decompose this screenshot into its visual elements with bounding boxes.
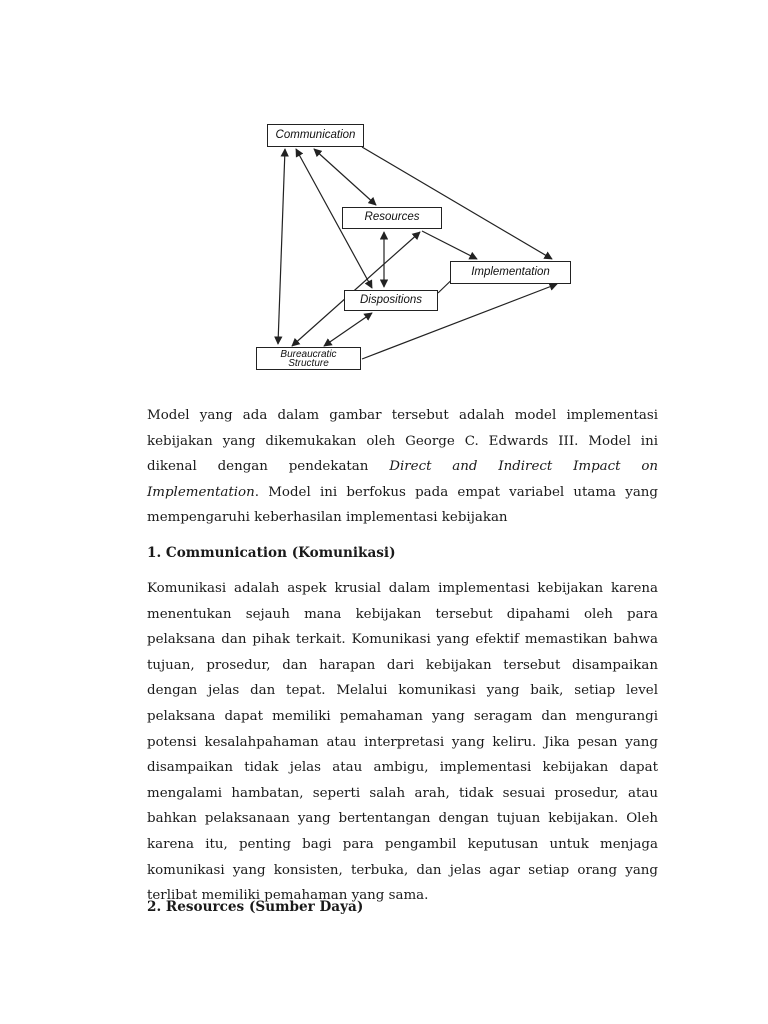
resources-box: Resources (342, 207, 442, 229)
intro-paragraph-block (147, 403, 658, 531)
arrow-bur-res (292, 232, 420, 346)
section2-heading: 2. Resources (Sumber Daya) (147, 899, 364, 915)
intro-text-2: . Model ini berfokus pada empat variabel utama yang mempengaruhi keberhasilan implementasi kebijakan (147, 484, 658, 526)
section1-body: Komunikasi adalah aspek krusial dalam implementasi kebijakan karena menentukan sejauh mana kebijakan tersebut dipahami oleh para pelaksana dan pihak terkait. Komunikasi yang efektif memastikan bahwa tujuan, prosedur, dan harapan dari kebijakan tersebut disampaikan dengan jelas dan tepat. Melalui komunikasi yang baik, setiap level pelaksana dapat memiliki pemahaman yang seragam dan mengurangi potensi kesalahpahaman atau interpretasi yang keliru. Jika pesan yang disampaikan tidak jelas atau ambigu, implementasi kebijakan dapat mengalami hambatan, seperti salah arah, tidak sesuai prosedur, atau bahkan pelaksanaan yang bertentangan dengan tujuan kebijakan. Oleh karena itu, penting bagi para pengambil keputusan untuk menjaga komunikasi yang konsisten, terbuka, dan jelas agar setiap orang yang terlibat memiliki pemahaman yang sama. (147, 581, 658, 904)
arrow-comm-res (314, 149, 376, 205)
diagram-arrows (252, 118, 582, 374)
bureaucratic-line2: Structure (288, 358, 329, 369)
implementation-box: Implementation (450, 261, 571, 284)
section1-body-block (147, 576, 658, 909)
section2-heading-block (147, 897, 658, 917)
dispositions-box: Dispositions (344, 290, 438, 311)
bureaucratic-structure-box (256, 347, 361, 370)
intro-emphasis: Direct and Indirect Impact on Implementation (147, 459, 659, 500)
intro-paragraph (147, 403, 658, 531)
communication-box: Communication (267, 124, 364, 147)
edwards-model-diagram (252, 118, 582, 374)
arrow-res-impl (422, 231, 477, 259)
intro-text-1: Model yang ada dalam gambar tersebut adalah model implementasi kebijakan yang dikemukakan oleh George C. Edwards III. Model ini dikenal dengan pendekatan (147, 408, 658, 475)
bureaucratic-line1: Bureaucratic (280, 349, 337, 360)
arrow-comm-impl (362, 147, 552, 259)
arrow-bur-disp (324, 313, 372, 346)
section1-heading-block (147, 543, 658, 563)
section1-heading: 1. Communication (Komunikasi) (147, 545, 396, 561)
arrow-comm-bur (278, 149, 285, 344)
